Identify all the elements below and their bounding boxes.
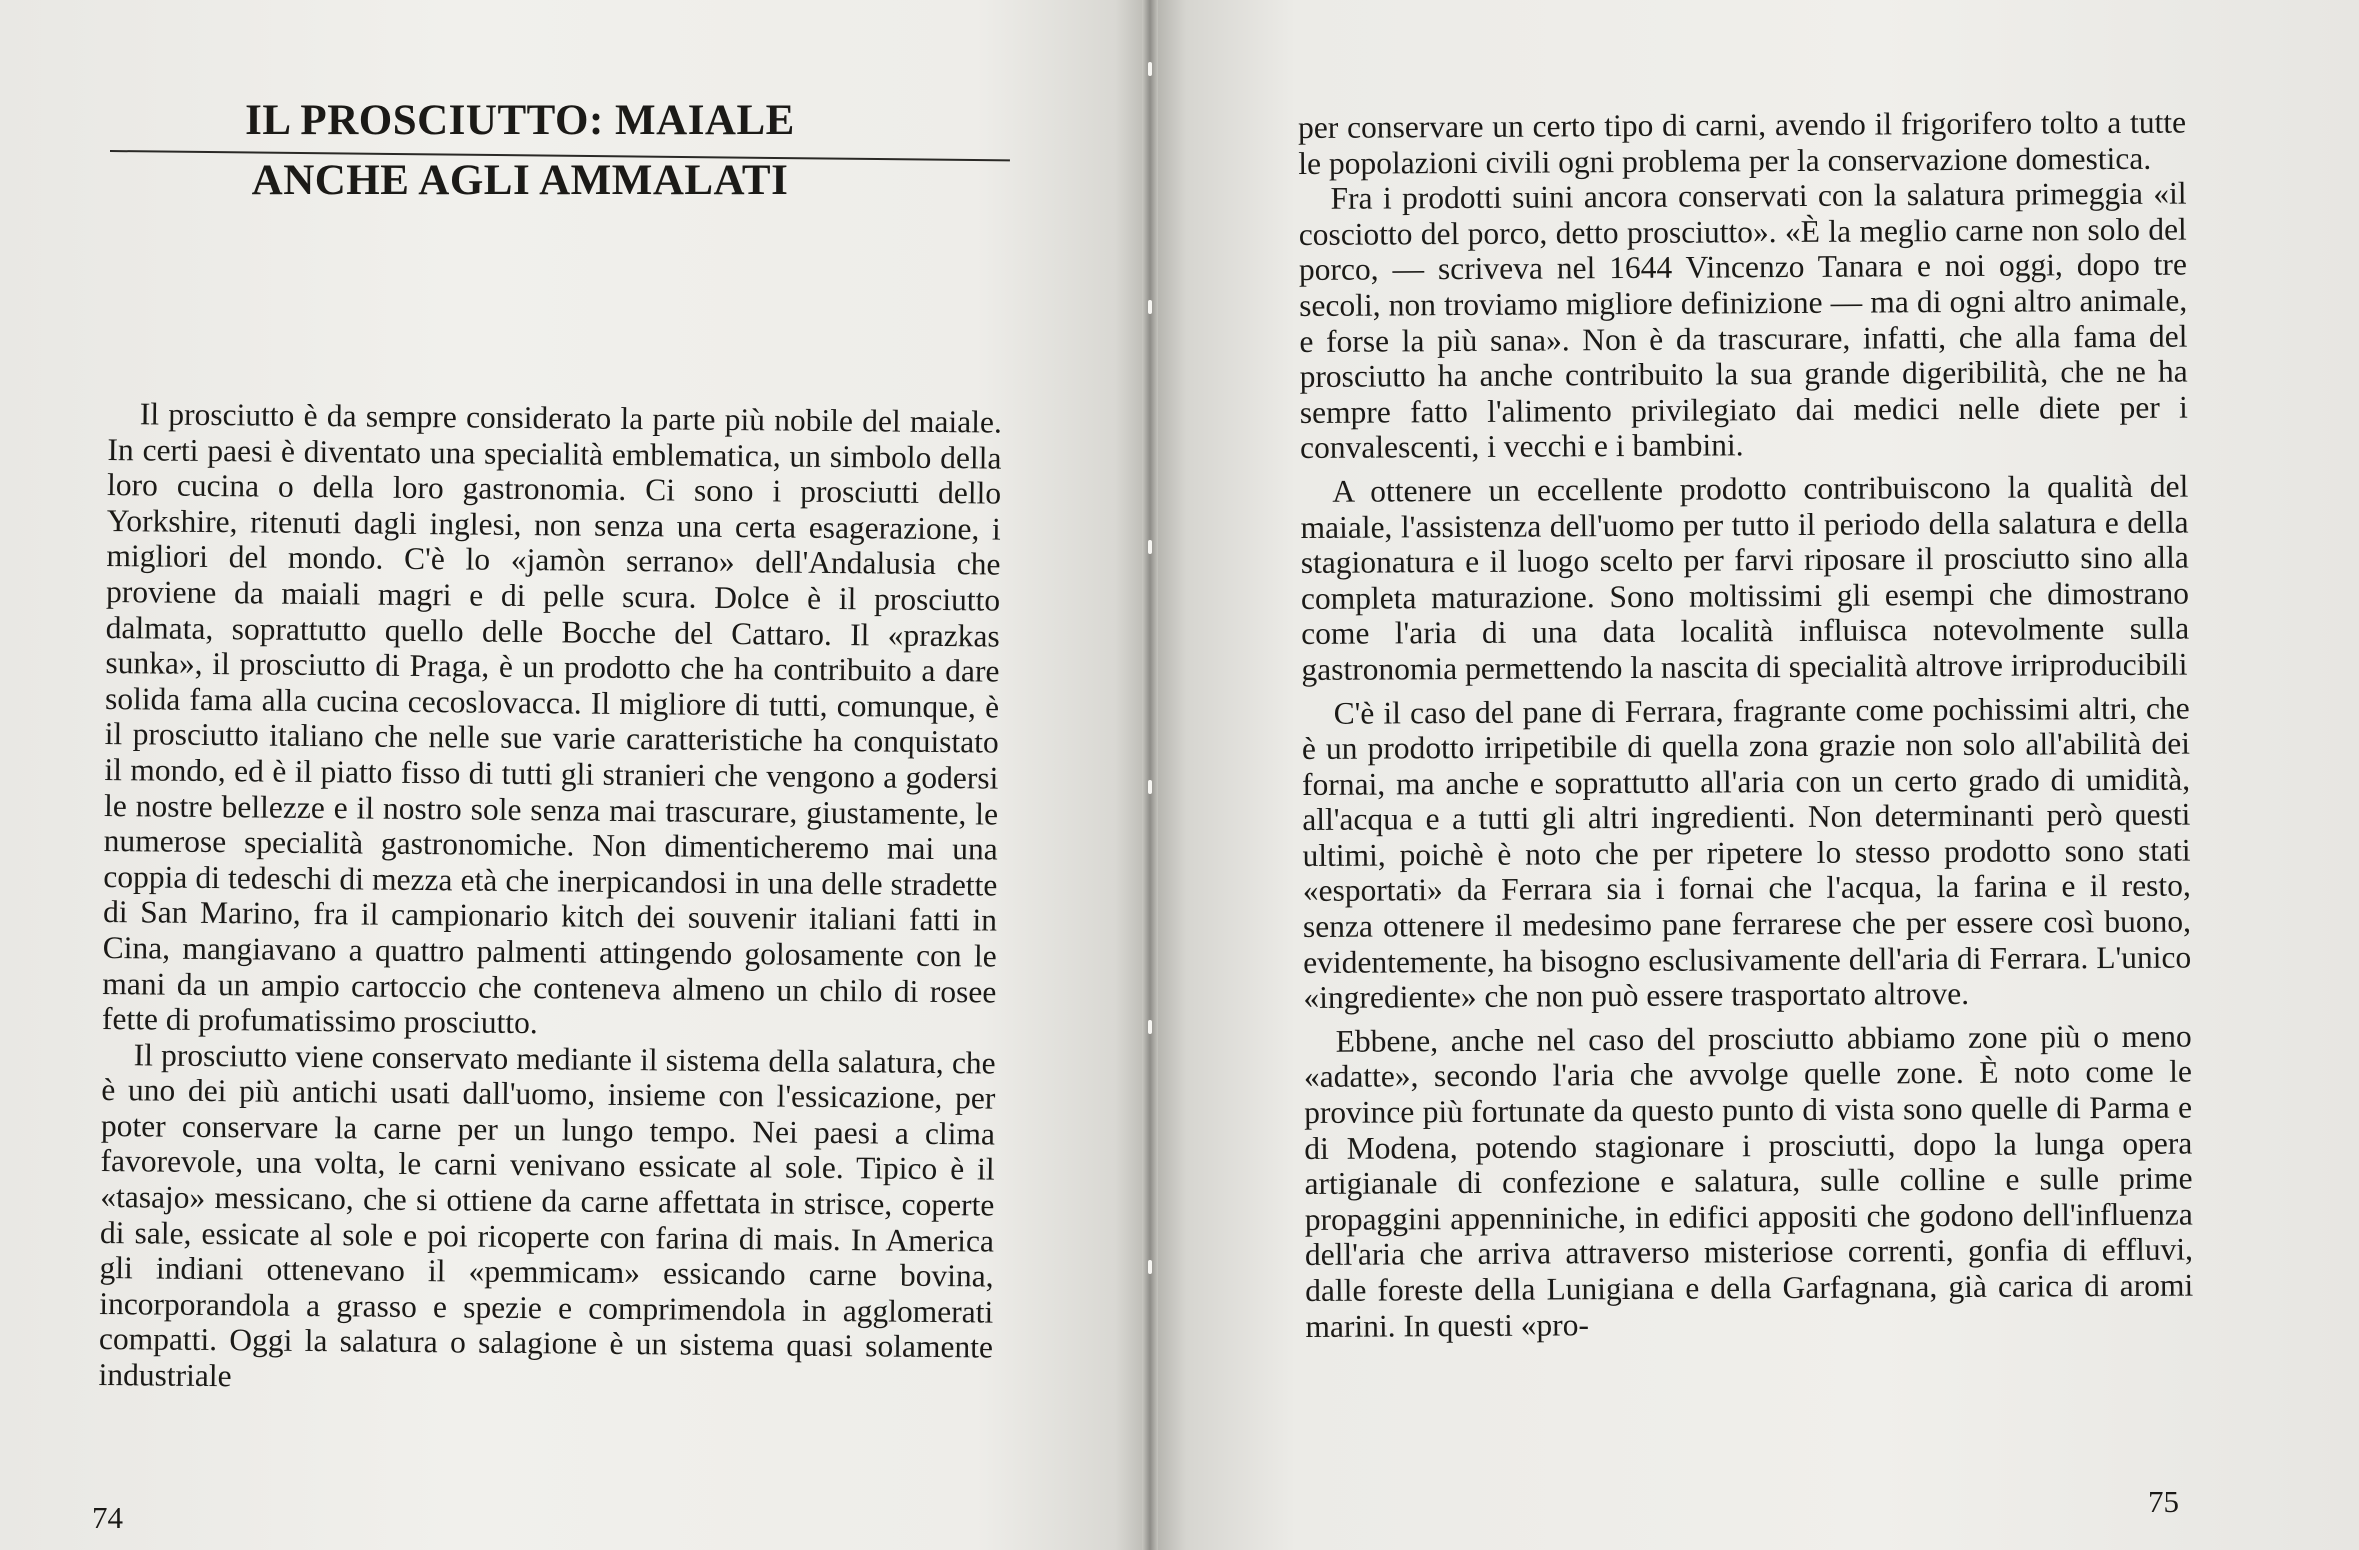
book-gutter [1142,0,1158,1550]
right-page [1150,0,2359,1550]
chapter-title-line1: IL PROSCIUTTO: MAIALE [245,97,795,144]
left-paragraph-2: Il prosciutto viene conservato mediante il sistema della salatura, che è uno dei più antichi usati dall'uomo, insieme con l'essicazione, per poter conservare la carne per un lungo tempo. Nei paesi a clima favorevole, una volta, le carni venivano essicate al sole. Tipico è il «tasajo» messicano, che si ottiene da carne affettata in strisce, coperte di sale, essicate al sole e poi ricoperte con farina di mais. In America gli indiani ottenevano il «pemmicam» essicando carne bovina, incorporandola a grasso e spezie e comprimendola in agglomerati compatti. Oggi la salatura o salagione è un sistema quasi solamente industriale [98,1036,996,1394]
right-paragraph-1: per conservare un certo tipo di carni, avendo il frigorifero tolto a tutte le popolazioni civili ogni problema per la conservazione domestica. [1298,104,2187,181]
right-paragraph-5: Ebbene, anche nel caso del prosciutto abbiamo zone più o meno «adatte», secondo l'aria che avvolge quelle zone. È noto come le province più fortunate da questo punto di vista sono quelle di Parma e di Modena, potendo stagionare i prosciutti, dopo la lunga opera artigianale di confezione e salatura, sulle colline e sulle prime propaggini appenniniche, in edifici appositi che godono dell'influenza dell'aria che arriva attraverso misteriose correnti, gonfia di effluvi, dalle foreste della Lunigiana e della Garfagnana, già carica di aromi marini. In questi «pro- [1303,1018,2194,1344]
binding-stitch [1148,540,1152,554]
binding-stitch [1148,1020,1152,1034]
right-paragraph-2: Fra i prodotti suini ancora conservati con la salatura primeggia «il cosciotto del porco, detto prosciutto». «È la meglio carne non solo del porco, — scriveva nel 1644 Vincenzo Tanara e noi oggi, dopo tre secoli, non troviamo migliore definizione — ma di ogni altro animale, e forse la più sana». Non è da trascurare, infatti, che alla fama del prosciutto ha anche contribuito la sua grande digeribilità, che ne ha sempre fatto l'alimento privilegiato dai medici nelle diete per i convalescenti, i vecchi e i bambini. [1298,175,2188,466]
chapter-title-line2: ANCHE AGLI AMMALATI [251,157,789,204]
right-paragraph-4: C'è il caso del pane di Ferrara, fragrante come pochissimi altri, che è un prodotto irripetibile di quella zona grazie non solo all'abilità dei fornai, ma anche e soprattutto all'aria con un certo grado di umidità, all'acqua e a tutti gli altri ingredienti. Non determinanti però questi ultimi, poichè è noto che per ripetere lo stesso prodotto sono stati «esportati» da Ferrara sia i fornai che l'acqua, la farina e il resto, senza ottenere il medesimo pane ferrarese che per essere così buono, evidentemente, ha bisogno esclusivamente dell'aria di Ferrara. L'unico «ingrediente» che non può essere trasportato altrove. [1301,690,2192,1016]
binding-stitch [1148,62,1152,76]
page-number-left: 74 [92,1500,123,1535]
left-page [0,0,1150,1550]
right-paragraph-3: A ottenere un eccellente prodotto contribuiscono la qualità del maiale, l'assistenza dell'uomo per tutto il periodo della salatura e della stagionatura e il luogo scelto per farvi riposare il prosciutto sino alla completa maturazione. Sono moltissimi gli esempi che dimostrano come l'aria di una data località influisca notevolmente sulla gastronomia permettendo la nascita di specialità altrove irriproducibili [1300,468,2190,687]
page-number-right: 75 [2148,1484,2179,1519]
left-paragraph-1: Il prosciutto è da sempre considerato la parte più nobile del maiale. In certi paesi è diventato una specialità emblematica, un simbolo della loro cucina o della loro gastronomia. Ci sono i prosciutti dello Yorkshire, ritenuti dagli inglesi, non senza una certa esagerazione, i migliori del mondo. C'è lo «jamòn serrano» dell'Andalusia che proviene da maiali magri e di pelle scura. Dolce è il prosciutto dalmata, soprattutto quello delle Bocche del Cattaro. Il «prazkas sunka», il prosciutto di Praga, è un prodotto che ha contribuito a dare solida fama alla cucina cecoslovacca. Il migliore di tutti, comunque, è il prosciutto italiano che nelle sue varie caratteristiche ha conquistato il mondo, ed è il piatto fisso di tutti gli stranieri che vengono a godersi le nostre bellezze e il nostro sole senza mai trascurare, giustamente, le numerose specialità gastronomiche. Non dimenticheremo mai una coppia di tedeschi di mezza età che inerpicandosi in una delle stradette di San Marino, fra il campionario kitch dei souvenir italiani fatti in Cina, mangiavano a quattro palmenti attingendo golosamente con le mani da un ampio cartoccio che conteneva almeno un chilo di rosee fette di profumatissimo prosciutto. [101,396,1002,1041]
chapter-heading [110,92,1010,210]
binding-stitch [1148,1260,1152,1274]
binding-stitch [1148,300,1152,314]
left-text-block [98,396,1002,1401]
binding-stitch [1148,780,1152,794]
right-text-block [1298,105,2194,1345]
